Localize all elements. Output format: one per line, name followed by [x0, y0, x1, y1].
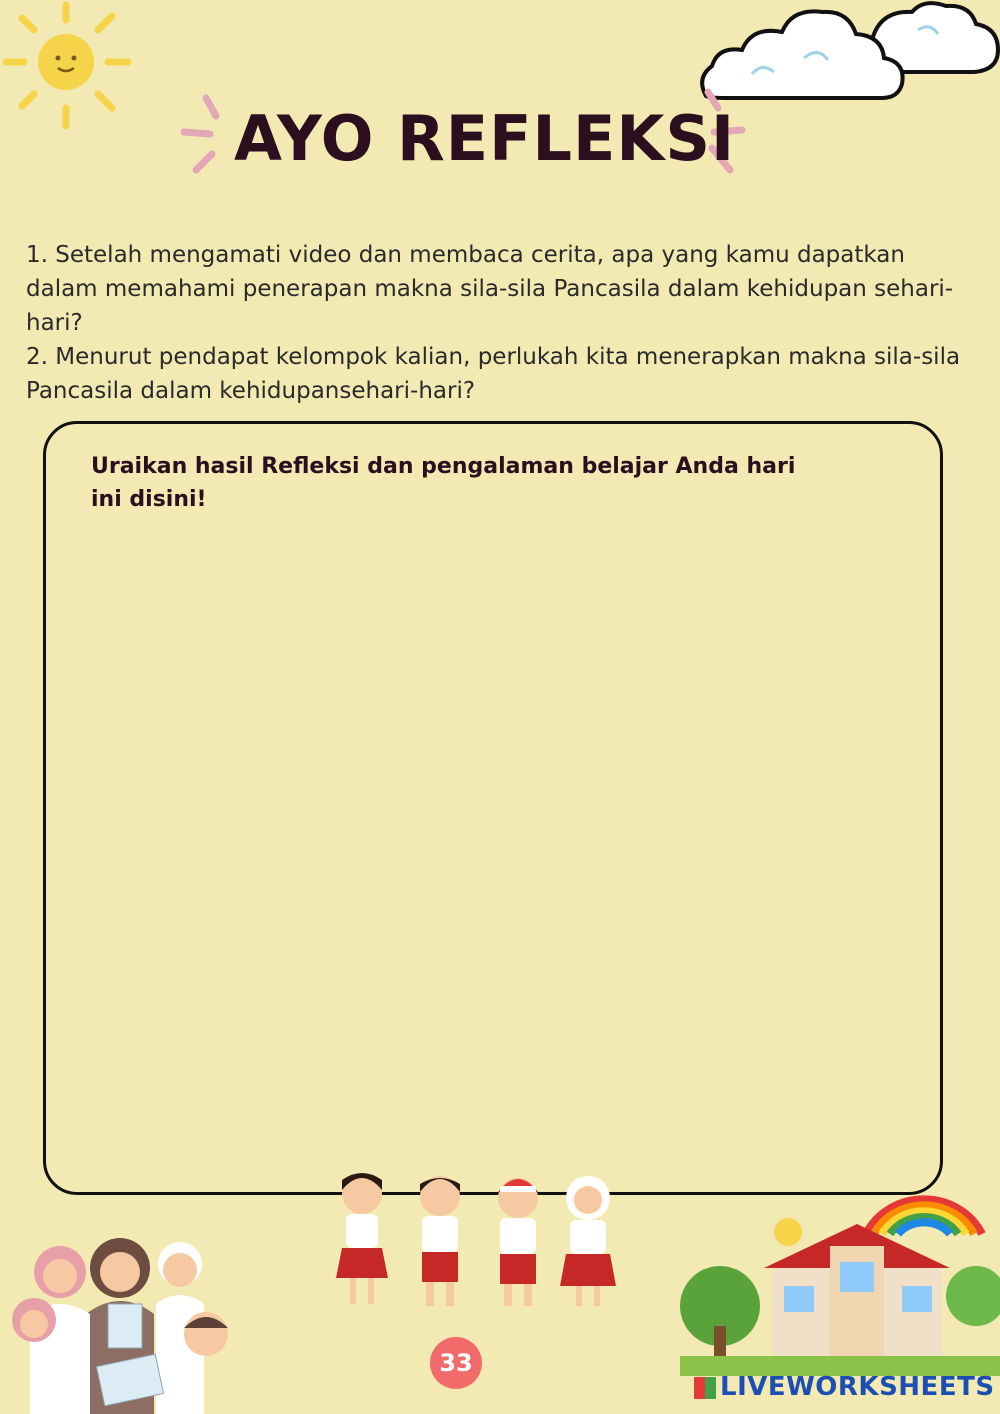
watermark-text: LIVEWORKSHEETS: [720, 1372, 995, 1402]
sparkle-icon: [180, 92, 230, 182]
students-illustration: [322, 1168, 640, 1316]
answer-box: [43, 421, 943, 1195]
question-2: 2. Menurut pendapat kelompok kalian, perlukah kita menerapkan makna sila-sila Pancasila dalam kehidupansehari-hari?: [26, 344, 961, 404]
liveworksheets-logo-icon: [694, 1377, 716, 1399]
page-title: AYO REFLEKSI: [234, 102, 736, 175]
question-1: 1. Setelah mengamati video dan membaca cerita, apa yang kamu dapatkan dalam memahami penerapan makna sila-sila Pancasila dalam kehidupan sehari-hari?: [26, 242, 954, 336]
teacher-illustration: [0, 1224, 240, 1414]
page-number-badge: 33: [430, 1337, 482, 1389]
school-illustration: [680, 1176, 1000, 1376]
sun-icon: [0, 0, 140, 140]
answer-instruction: Uraikan hasil Refleksi dan pengalaman belajar Anda hari ini disini!: [91, 454, 796, 512]
reflection-answer-input[interactable]: [91, 524, 910, 1162]
watermark: [694, 1372, 995, 1402]
